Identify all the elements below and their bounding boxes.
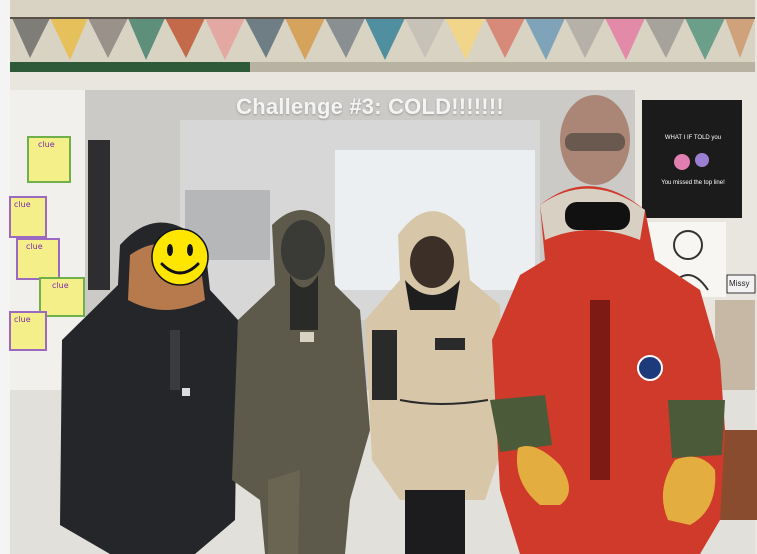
smiley-face-icon bbox=[152, 229, 208, 285]
clue-note-label-4: clue bbox=[52, 281, 69, 290]
slide-title: Challenge #3: COLD!!!!!!! bbox=[236, 94, 504, 119]
left-border bbox=[0, 0, 10, 554]
meme-poster bbox=[642, 100, 742, 218]
clue-note-label-5: clue bbox=[14, 315, 31, 324]
projected-goggles bbox=[565, 133, 625, 151]
clue-note-label-3: clue bbox=[26, 242, 43, 251]
clue-note-label-2: clue bbox=[14, 200, 31, 209]
side-tag: Missy bbox=[729, 279, 750, 288]
ledge-right bbox=[250, 62, 755, 72]
poster-line-2: You missed the top line! bbox=[661, 180, 725, 186]
poster-flower bbox=[674, 154, 690, 170]
vertical-strip bbox=[88, 140, 110, 290]
clue-note-label-1: clue bbox=[38, 140, 55, 149]
ledge-left bbox=[10, 62, 250, 72]
poster-flower-2 bbox=[695, 153, 709, 167]
poster-line-1: WHAT I IF TOLD you bbox=[664, 135, 722, 141]
